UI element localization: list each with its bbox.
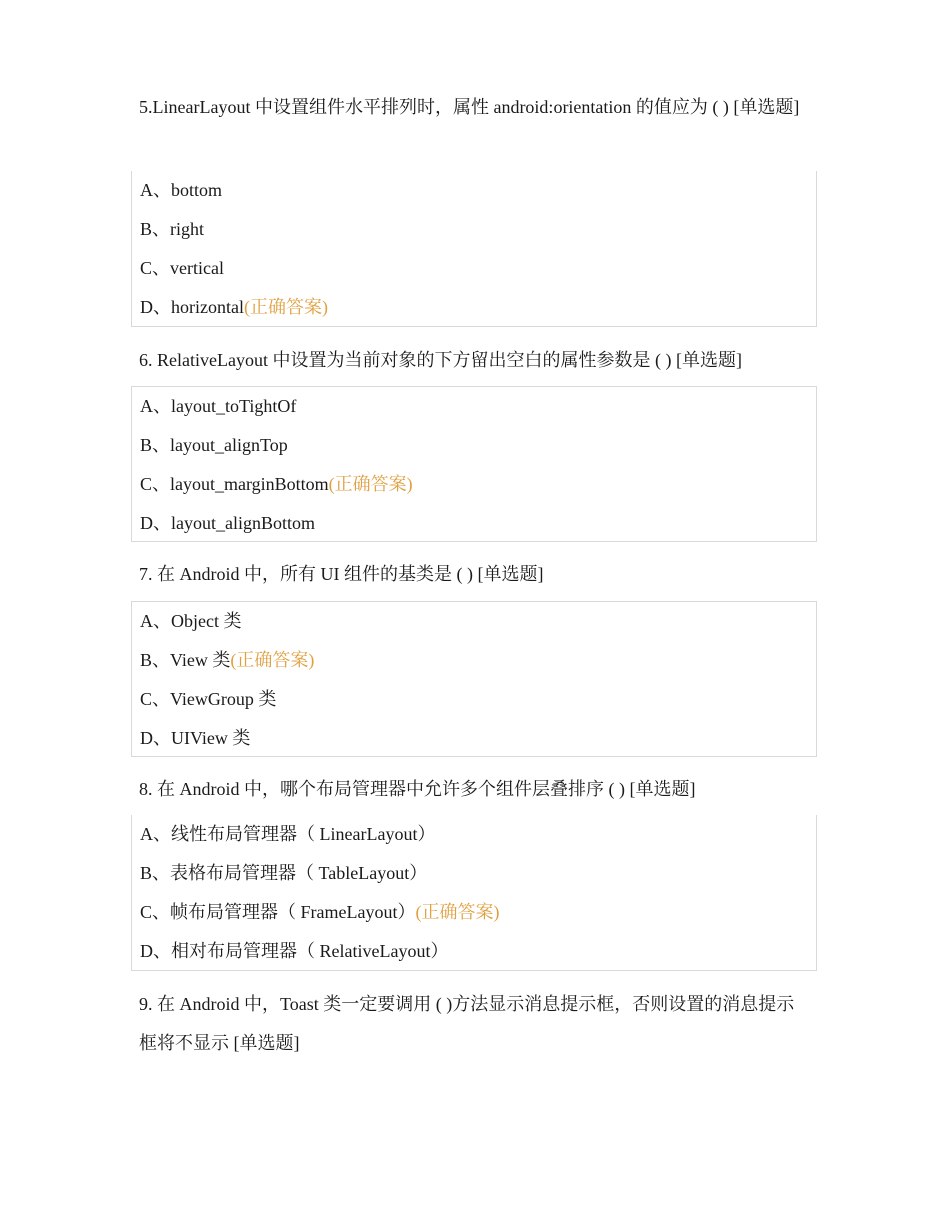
option-label: A、layout_toTightOf bbox=[140, 396, 297, 416]
option-label: C、vertical bbox=[140, 258, 224, 278]
question-6-text: 6. RelativeLayout 中设置为当前对象的下方留出空白的属性参数是 ( ) [单选题] bbox=[139, 350, 742, 370]
option-item bbox=[140, 288, 816, 327]
option-label: B、View 类 bbox=[140, 650, 231, 670]
question-8-options bbox=[131, 815, 817, 971]
correct-answer-tag: (正确答案) bbox=[243, 297, 328, 317]
question-5-text: 5.LinearLayout 中设置组件水平排列时，属性 android:orientation 的值应为 ( ) [单选题] bbox=[139, 97, 800, 117]
question-5-options bbox=[131, 171, 817, 327]
option-label: C、layout_marginBottom bbox=[140, 474, 329, 494]
option-item bbox=[140, 504, 816, 543]
option-item bbox=[140, 641, 816, 680]
option-item bbox=[140, 815, 816, 854]
question-8-text: 8. 在 Android 中，哪个布局管理器中允许多个组件层叠排序 ( ) [单选题] bbox=[139, 779, 696, 799]
question-7-text: 7. 在 Android 中，所有 UI 组件的基类是 ( ) [单选题] bbox=[139, 564, 544, 584]
correct-answer-tag: (正确答案) bbox=[328, 474, 413, 494]
option-label: A、线性布局管理器（ LinearLayout） bbox=[140, 824, 436, 844]
option-label: A、bottom bbox=[140, 180, 223, 200]
option-label: C、帧布局管理器（ FrameLayout） bbox=[140, 902, 416, 922]
option-item bbox=[140, 719, 816, 758]
question-9-text: 9. 在 Android 中，Toast 类一定要调用 ( )方法显示消息提示框，否则设置的消息提示框将不显示 [单选题] bbox=[139, 994, 795, 1053]
option-label: D、相对布局管理器（ RelativeLayout） bbox=[140, 941, 449, 961]
option-item bbox=[140, 387, 816, 426]
option-item bbox=[140, 932, 816, 971]
option-item bbox=[140, 171, 816, 210]
question-7-options bbox=[131, 601, 817, 757]
option-item bbox=[140, 893, 816, 932]
option-label: D、horizontal bbox=[140, 297, 244, 317]
option-item bbox=[140, 854, 816, 893]
option-item bbox=[140, 426, 816, 465]
option-item bbox=[140, 602, 816, 641]
option-label: C、ViewGroup 类 bbox=[140, 689, 277, 709]
option-item bbox=[140, 249, 816, 288]
option-label: D、layout_alignBottom bbox=[140, 513, 315, 533]
option-item bbox=[140, 465, 816, 504]
option-label: B、表格布局管理器（ TableLayout） bbox=[140, 863, 428, 883]
option-label: B、layout_alignTop bbox=[140, 435, 288, 455]
correct-answer-tag: (正确答案) bbox=[415, 902, 500, 922]
question-6-options bbox=[131, 386, 817, 542]
option-item bbox=[140, 680, 816, 719]
correct-answer-tag: (正确答案) bbox=[230, 650, 315, 670]
option-label: B、right bbox=[140, 219, 205, 239]
option-label: D、UIView 类 bbox=[140, 728, 251, 748]
option-item bbox=[140, 210, 816, 249]
option-label: A、Object 类 bbox=[140, 611, 242, 631]
